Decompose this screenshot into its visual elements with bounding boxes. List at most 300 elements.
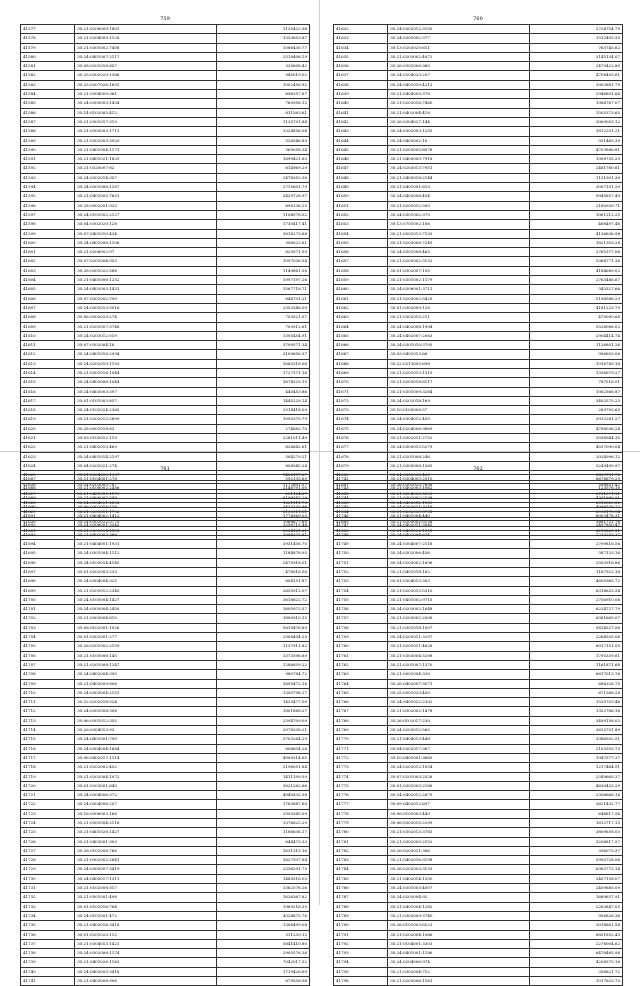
table-row: [21, 642, 310, 651]
table-row: [334, 558, 623, 567]
cadastral-number: 35:21:0201012:300: [388, 201, 530, 210]
table-row: [334, 443, 623, 452]
cadastral-number: 35:21:0203002:5429: [388, 294, 530, 303]
table-row: [21, 294, 310, 303]
table-row: [21, 605, 310, 614]
table-row: [21, 71, 310, 80]
cadastral-number: 35:28:0301022:588: [75, 266, 217, 275]
row-number: 41734: [21, 911, 75, 920]
row-number: 41609: [21, 322, 75, 331]
cadastral-number: 35:04:0302020:128: [75, 220, 217, 229]
cadastral-number: 35:08:0201018:857: [75, 62, 217, 71]
table-row: [334, 707, 623, 716]
cadastral-value: 1669637.91: [530, 893, 623, 902]
cadastral-number: 35:01:0101003:857: [75, 396, 217, 405]
row-number: 41656: [334, 248, 388, 257]
cadastral-number: 35:21:0401026:1427: [75, 828, 217, 837]
table-row: [334, 521, 623, 530]
row-number: 41728: [21, 856, 75, 865]
table-row: [21, 623, 310, 632]
row-number: 41786: [334, 884, 388, 893]
cadastral-value: 2503916.86: [530, 558, 623, 567]
cadastral-value: 3402575.23: [530, 396, 623, 405]
row-number: 41762: [334, 660, 388, 669]
table-row: [334, 633, 623, 642]
table-row: [334, 294, 623, 303]
cadastral-number: 35:24:0402012:2679: [388, 791, 530, 800]
row-number: 41583: [21, 80, 75, 89]
table-row: [21, 521, 310, 530]
row-number: 41590: [21, 145, 75, 154]
row-number: 41610: [21, 331, 75, 340]
row-number: 41742: [334, 475, 388, 484]
table-row: [334, 670, 623, 679]
cadastral-value: 2336291.79: [217, 865, 310, 874]
row-number: 41673: [334, 406, 388, 415]
cadastral-value: 6003478.31: [530, 512, 623, 521]
table-row: [334, 475, 623, 484]
row-number: 41613: [21, 359, 75, 368]
table-row: [334, 623, 623, 632]
cadastral-value: 2908404.29: [217, 633, 310, 642]
cadastral-number: 35:21:0403009:806: [75, 679, 217, 688]
cadastral-number: 35:24:0302022:5775: [75, 517, 217, 526]
cadastral-value: 1445229.14: [217, 396, 310, 405]
cadastral-number: 35:24:0303004:2151: [75, 688, 217, 697]
cadastral-value: 2146791.00: [217, 484, 310, 493]
table-row: [21, 558, 310, 567]
table-row: [334, 331, 623, 340]
table-row: [21, 660, 310, 669]
cadastral-number: 35:21:0404002:1412: [75, 512, 217, 521]
table-row: [21, 415, 310, 424]
cadastral-value: 1286839.22: [217, 660, 310, 669]
cadastral-number: 35:21:0401006:1252: [75, 276, 217, 285]
cadastral-number: 35:21:0405018:2144: [388, 173, 530, 182]
table-row: [334, 791, 623, 800]
cadastral-value: 3703264.29: [217, 735, 310, 744]
row-number: 41582: [21, 71, 75, 80]
cadastral-value: 396073.37: [530, 846, 623, 855]
cadastral-value: 4630433.29: [530, 781, 623, 790]
cadastral-number: 35:21:0201013:1319: [388, 368, 530, 377]
table-row: [334, 173, 623, 182]
row-number: 41758: [334, 623, 388, 632]
row-number: 41659: [334, 276, 388, 285]
cadastral-number: 35:24:0402004:395: [75, 670, 217, 679]
cadastral-value: 1137911.82: [217, 642, 310, 651]
cadastral-value: 2180939.71: [530, 201, 623, 210]
cadastral-value: 511239.12: [217, 930, 310, 939]
cadastral-number: 35:24:0301008:465: [388, 248, 530, 257]
table-row: [21, 452, 310, 461]
cadastral-value: 2407158.07: [530, 874, 623, 883]
table-row: [21, 220, 310, 229]
row-number: 41695: [21, 549, 75, 558]
cadastral-value: 1373596.89: [217, 651, 310, 660]
cadastral-number: 35:21:0401005:7651: [75, 192, 217, 201]
table-row: [21, 865, 310, 874]
cadastral-number: 35:24:0204006:974: [388, 958, 530, 967]
row-number: 41601: [21, 248, 75, 257]
cadastral-value: 1908735.29: [530, 155, 623, 164]
cadastral-value: 760958.12: [217, 99, 310, 108]
table-row: [21, 248, 310, 257]
page-number: 760: [473, 16, 483, 22]
cadastral-number: 35:21:0001004:339: [388, 670, 530, 679]
cadastral-value: 3618622.72: [217, 595, 310, 604]
cadastral-value: 1719426.69: [217, 967, 310, 976]
row-number: 41661: [334, 294, 388, 303]
cadastral-number: 35:26:0304027:144: [388, 117, 530, 126]
row-number: 41733: [21, 902, 75, 911]
cadastral-value: 6363772.14: [530, 865, 623, 874]
row-number: 41689: [21, 493, 75, 502]
row-number: 41663: [334, 313, 388, 322]
cadastral-value: 1695472.16: [217, 679, 310, 688]
table-row: [334, 884, 623, 893]
row-number: 41777: [334, 800, 388, 809]
cadastral-number: 35:21:0206002:97: [75, 248, 217, 257]
table-row: [334, 772, 623, 781]
table-row: [21, 651, 310, 660]
row-number: 41795: [334, 967, 388, 976]
cadastral-value: 1094575.81: [217, 530, 310, 539]
cadastral-value: 3931406.70: [217, 540, 310, 549]
table-row: [21, 911, 310, 920]
cadastral-number: 35:21:0302002:1478: [388, 707, 530, 716]
table-row: [334, 586, 623, 595]
table-row: [21, 136, 310, 145]
row-number: 41646: [334, 155, 388, 164]
table-row: [334, 781, 623, 790]
cadastral-number: 35:21:0404001:1931: [75, 540, 217, 549]
cadastral-value: 1362576.26: [217, 884, 310, 893]
cadastral-value: 3903881.79: [530, 80, 623, 89]
cadastral-number: 35:24:0203002:1648: [388, 605, 530, 614]
cadastral-number: 35:04:0201021:274: [75, 461, 217, 470]
cadastral-number: 35:21:0203005:8078: [388, 145, 530, 154]
cadastral-value: 5249499.97: [530, 461, 623, 470]
cadastral-number: 35:24:0203012:565: [388, 726, 530, 735]
cadastral-number: 35:24:0301006:1187: [75, 183, 217, 192]
cadastral-value: 369058.34: [217, 145, 310, 154]
cadastral-number: 35:21:0203006:1161: [388, 977, 530, 986]
table-row: [21, 359, 310, 368]
row-number: 41586: [21, 108, 75, 117]
row-number: 41640: [334, 99, 388, 108]
cadastral-number: 35:06:0402017:1114: [75, 753, 217, 762]
cadastral-number: 35:01:0302007:150: [388, 266, 530, 275]
cadastral-number: 35:24:0101001:472: [75, 911, 217, 920]
cadastral-value: 1016785.16: [530, 359, 623, 368]
row-number: 41766: [334, 698, 388, 707]
cadastral-value: 1535703.46: [530, 698, 623, 707]
table-row: [21, 698, 310, 707]
cadastral-value: 201164.27: [217, 489, 310, 498]
page-760: [333, 15, 623, 536]
table-row: [334, 62, 623, 71]
cadastral-number: 35:24:0202019:1193: [75, 359, 217, 368]
row-number: 41600: [21, 238, 75, 247]
row-number: 41738: [21, 949, 75, 958]
cadastral-value: 2196051.84: [217, 763, 310, 772]
row-number: 41667: [334, 350, 388, 359]
page-761: [20, 465, 310, 986]
cadastral-number: 35:21:0301004:2116: [75, 818, 217, 827]
row-number: 41679: [334, 461, 388, 470]
table-row: [21, 201, 310, 210]
row-number: 41702: [21, 614, 75, 623]
cadastral-value: 5814527.56: [530, 623, 623, 632]
cadastral-table: [333, 474, 623, 986]
row-number: 41636: [334, 62, 388, 71]
table-row: [21, 921, 310, 930]
cadastral-value: 2475918.01: [217, 558, 310, 567]
row-number: 41769: [334, 726, 388, 735]
cadastral-value: 1783687.60: [217, 800, 310, 809]
cadastral-value: 335608.42: [217, 62, 310, 71]
cadastral-value: 2078338.21: [217, 726, 310, 735]
cadastral-value: 6851852.43: [530, 930, 623, 939]
table-row: [334, 911, 623, 920]
cadastral-value: 1086430.77: [217, 43, 310, 52]
row-number: 41605: [21, 285, 75, 294]
row-number: 41632: [334, 25, 388, 34]
row-number: 41772: [334, 753, 388, 762]
cadastral-value: 4537090.04: [530, 443, 623, 452]
cadastral-number: 35:24:0204006:9869: [388, 424, 530, 433]
row-number: 41592: [21, 164, 75, 173]
cadastral-value: 4940835.38: [217, 791, 310, 800]
row-number: 41611: [21, 341, 75, 350]
cadastral-value: 1674523.15: [217, 378, 310, 387]
cadastral-value: 1425477.50: [217, 698, 310, 707]
cadastral-value: 526546.89: [217, 136, 310, 145]
row-number: 41768: [334, 716, 388, 725]
cadastral-value: 3065316.06: [217, 359, 310, 368]
cadastral-number: 35:24:0403002:10: [388, 136, 530, 145]
cadastral-number: 35:24:0403006:454: [388, 192, 530, 201]
cadastral-value: 644473.33: [217, 837, 310, 846]
cadastral-number: 35:28:0002001:925: [75, 201, 217, 210]
cadastral-number: 35:24:0401007:2117: [75, 52, 217, 61]
cadastral-number: 35:21:0203002:4972: [388, 52, 530, 61]
cadastral-value: 696357.67: [217, 90, 310, 99]
row-number: 41587: [21, 117, 75, 126]
cadastral-number: 35:24:0401001:799: [75, 735, 217, 744]
cadastral-number: 35:21:0403001:303: [75, 837, 217, 846]
cadastral-number: 35:21:0204009:1128: [75, 34, 217, 43]
cadastral-value: 504279.21: [217, 452, 310, 461]
cadastral-number: 35:24:0301002:379: [388, 210, 530, 219]
row-number: 41591: [21, 155, 75, 164]
cadastral-value: 5610476.89: [217, 623, 310, 632]
cadastral-table: [20, 24, 310, 536]
row-number: 41658: [334, 266, 388, 275]
table-row: [334, 378, 623, 387]
cadastral-value: 2799816.56: [530, 540, 623, 549]
cadastral-value: 2993345.09: [217, 809, 310, 818]
cadastral-value: 4324875.76: [217, 911, 310, 920]
cadastral-value: 1947577.37: [530, 753, 623, 762]
cadastral-number: 35:21:0204003:5533: [388, 489, 530, 498]
row-number: 41705: [21, 642, 75, 651]
row-number: 41602: [21, 257, 75, 266]
table-row: [21, 595, 310, 604]
cadastral-value: 5905728.06: [530, 856, 623, 865]
table-row: [334, 434, 623, 443]
table-row: [334, 512, 623, 521]
cadastral-number: 35:01:0203001:640: [75, 781, 217, 790]
row-number: 41761: [334, 651, 388, 660]
table-row: [21, 378, 310, 387]
cadastral-number: 35:07:0302004:18: [75, 341, 217, 350]
cadastral-value: 470090.68: [530, 313, 623, 322]
page-762: [333, 465, 623, 986]
cadastral-number: 35:24:0301013:5016: [75, 303, 217, 312]
cadastral-number: 35:26:0304013:93: [75, 726, 217, 735]
table-row: [21, 930, 310, 939]
row-number: 41697: [21, 567, 75, 576]
cadastral-value: 1186636.17: [217, 828, 310, 837]
cadastral-value: 6210220.11: [530, 527, 623, 536]
table-row: [334, 303, 623, 312]
table-row: [334, 341, 623, 350]
cadastral-value: 3615701.89: [530, 726, 623, 735]
cadastral-number: 35:21:0402013:469: [75, 443, 217, 452]
cadastral-value: 6017151.09: [530, 642, 623, 651]
table-row: [21, 781, 310, 790]
cadastral-value: 9945857.49: [530, 192, 623, 201]
cadastral-number: 35:24:0306001:3711: [388, 285, 530, 294]
cadastral-number: 35:21:0202013:2899: [75, 415, 217, 424]
table-row: [334, 930, 623, 939]
table-row: [21, 341, 310, 350]
cadastral-number: 35:06:0301012:355: [75, 716, 217, 725]
table-row: [334, 238, 623, 247]
row-number: 41732: [21, 893, 75, 902]
row-number: 41692: [21, 521, 75, 530]
table-row: [334, 164, 623, 173]
cadastral-number: 35:21:0104001:278: [75, 475, 217, 484]
table-row: [21, 837, 310, 846]
cadastral-number: 35:21:0301002:7408: [75, 43, 217, 52]
row-number: 41635: [334, 52, 388, 61]
cadastral-value: 274682.70: [217, 424, 310, 433]
row-number: 41708: [21, 670, 75, 679]
cadastral-value: 3621432.77: [530, 800, 623, 809]
cadastral-value: 1567718.71: [217, 285, 310, 294]
cadastral-value: 2100511.51: [217, 508, 310, 517]
row-number: 41616: [21, 387, 75, 396]
cadastral-number: 35:21:0203002:5158: [388, 517, 530, 526]
row-number: 41715: [21, 735, 75, 744]
table-row: [334, 800, 623, 809]
table-row: [21, 949, 310, 958]
table-row: [334, 117, 623, 126]
table-row: [334, 921, 623, 930]
row-number: 41783: [334, 856, 388, 865]
cadastral-value: 1324856.04: [217, 127, 310, 136]
row-number: 41660: [334, 285, 388, 294]
cadastral-number: 35:21:0401018:162: [388, 567, 530, 576]
cadastral-value: 4391690.51: [530, 493, 623, 502]
cadastral-number: 35:21:0304005:2010: [388, 475, 530, 484]
row-number: 41651: [334, 201, 388, 210]
cadastral-number: 35:21:0302013:3783: [388, 828, 530, 837]
table-row: [334, 893, 623, 902]
table-row: [21, 716, 310, 725]
cadastral-number: 35:06:0302018:116: [75, 502, 217, 511]
cadastral-value: 2024996.12: [530, 452, 623, 461]
row-number: 41764: [334, 679, 388, 688]
row-number: 41666: [334, 341, 388, 350]
cadastral-value: 811563.61: [217, 108, 310, 117]
table-row: [21, 874, 310, 883]
cadastral-value: 787516.01: [530, 378, 623, 387]
row-number: 41753: [334, 577, 388, 586]
cadastral-number: 35:21:0203016:7460: [388, 99, 530, 108]
cadastral-value: 1800910.15: [217, 614, 310, 623]
cadastral-number: 35:24:0305003:1434: [75, 99, 217, 108]
page-759: [20, 15, 310, 536]
row-number: 41639: [334, 90, 388, 99]
row-number: 41622: [21, 443, 75, 452]
cadastral-value: 5198586.29: [530, 294, 623, 303]
cadastral-number: 35:21:0202003:3781: [388, 508, 530, 517]
cadastral-number: 35:21:0301002:1179: [388, 276, 530, 285]
row-number: 41615: [21, 378, 75, 387]
row-number: 41713: [21, 716, 75, 725]
cadastral-value: 1135791.84: [217, 117, 310, 126]
table-row: [334, 452, 623, 461]
cadastral-number: 35:24:0302014:357: [75, 173, 217, 182]
cadastral-number: 35:07:0201003:2528: [388, 772, 530, 781]
row-number: 41577: [21, 25, 75, 34]
row-number: 41730: [21, 874, 75, 883]
cadastral-number: 35:24:0304007:2118: [388, 540, 530, 549]
row-number: 41694: [21, 540, 75, 549]
row-number: 41793: [334, 949, 388, 958]
table-row: [21, 276, 310, 285]
row-number: 41739: [21, 958, 75, 967]
table-row: [334, 43, 623, 52]
cadastral-value: 879558.96: [217, 977, 310, 986]
table-row: [334, 818, 623, 827]
row-number: 41735: [21, 921, 75, 930]
table-row: [21, 117, 310, 126]
row-number: 41744: [334, 493, 388, 502]
cadastral-number: 35:01:0201023:112: [75, 930, 217, 939]
row-number: 41776: [334, 791, 388, 800]
cadastral-value: 3386502.51: [530, 735, 623, 744]
cadastral-value: 1984767.07: [530, 99, 623, 108]
cadastral-value: 3809658.03: [530, 828, 623, 837]
cadastral-number: 35:21:0401002:9715: [388, 595, 530, 604]
row-number: 41581: [21, 62, 75, 71]
row-number: 41588: [21, 127, 75, 136]
cadastral-value: 440453.86: [217, 387, 310, 396]
cadastral-value: 1626367.82: [217, 893, 310, 902]
table-row: [21, 322, 310, 331]
row-number: 41627: [21, 489, 75, 498]
table-row: [334, 183, 623, 192]
row-number: 41598: [21, 220, 75, 229]
row-number: 41671: [334, 387, 388, 396]
row-number: 41649: [334, 183, 388, 192]
cadastral-value: 356022.61: [217, 238, 310, 247]
